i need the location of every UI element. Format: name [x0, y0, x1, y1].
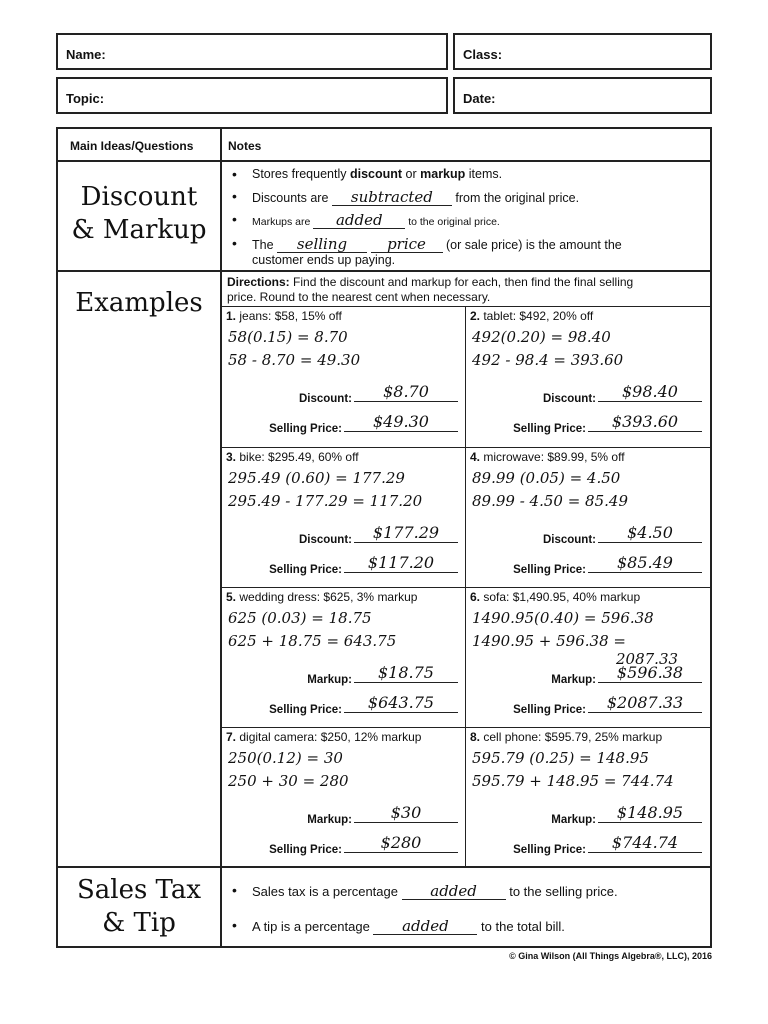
selling-price-label: Selling Price:	[513, 704, 586, 716]
title-line2: & Markup	[71, 215, 207, 245]
name-label: Name:	[66, 47, 106, 62]
work-line: 625 (0.03) = 18.75	[228, 609, 372, 627]
problem-statement: 6. sofa: $1,490.95, 40% markup	[470, 590, 641, 604]
selling-price-field[interactable]: $393.60	[588, 413, 702, 432]
selling-price-field[interactable]: $280	[344, 834, 458, 853]
selling-price-field[interactable]: $744.74	[588, 834, 702, 853]
notes-table	[56, 127, 712, 948]
work-line: 625 + 18.75 = 643.75	[228, 632, 397, 650]
answer-label: Discount:	[298, 393, 352, 405]
selling-price-field[interactable]: $643.75	[344, 694, 458, 713]
problem-cell	[222, 448, 466, 587]
problem-cell	[222, 588, 466, 727]
fill-blank: selling	[277, 236, 367, 253]
title-line1: Discount	[80, 182, 198, 212]
note-bullet: • Discounts are subtracted from the original price.	[222, 189, 702, 206]
selling-price-field[interactable]: $85.49	[588, 554, 702, 573]
fill-blank: price	[371, 236, 443, 253]
topic-box[interactable]	[56, 77, 448, 114]
discount-markup-title	[58, 181, 220, 247]
problem-cell	[466, 728, 710, 867]
problem-cell	[222, 307, 466, 446]
problem-statement: 5. wedding dress: $625, 3% markup	[226, 590, 418, 604]
copyright-text: © Gina Wilson (All Things Algebra®, LLC), 2016	[509, 951, 712, 961]
class-box[interactable]	[453, 33, 712, 70]
work-line: 2087.33	[616, 650, 679, 668]
col-notes-head: Notes	[228, 139, 262, 153]
note-bullet: • The selling price (or sale price) is the amount the customer ends up paying.	[222, 236, 702, 268]
selling-price-label: Selling Price:	[513, 844, 586, 856]
note-bullet: • Markups are added to the original price.	[222, 212, 702, 230]
problem-statement: 4. microwave: $89.99, 5% off	[470, 450, 625, 464]
topic-label: Topic:	[66, 91, 105, 106]
answer-label: Discount:	[298, 534, 352, 546]
work-line: 492 - 98.4 = 393.60	[472, 351, 624, 369]
answer-field[interactable]: $30	[354, 804, 458, 823]
work-line: 250 + 30 = 280	[228, 772, 349, 790]
head-divider	[58, 160, 710, 162]
selling-price-label: Selling Price:	[269, 704, 342, 716]
selling-price-field[interactable]: $49.30	[344, 413, 458, 432]
selling-price-label: Selling Price:	[513, 423, 586, 435]
work-line: 595.79 + 148.95 = 744.74	[472, 772, 674, 790]
note-bullet: • A tip is a percentage added to the total bill.	[222, 918, 702, 935]
fill-blank: added	[402, 883, 506, 900]
work-line: 595.79 (0.25) = 148.95	[472, 749, 649, 767]
answer-label: Discount:	[542, 393, 596, 405]
selling-price-label: Selling Price:	[269, 423, 342, 435]
title-line1: Sales Tax	[76, 875, 202, 905]
note-bullet: • Stores frequently discount or markup items.	[222, 167, 702, 182]
answer-label: Markup:	[307, 674, 352, 686]
selling-price-label: Selling Price:	[269, 564, 342, 576]
work-line: 250(0.12) = 30	[228, 749, 343, 767]
work-line: 492(0.20) = 98.40	[472, 328, 611, 346]
problem-cell	[466, 448, 710, 587]
problem-statement: 7. digital camera: $250, 12% markup	[226, 730, 422, 744]
problem-statement: 2. tablet: $492, 20% off	[470, 309, 594, 323]
discount-notes-list	[222, 167, 702, 272]
answer-field[interactable]: $148.95	[598, 804, 702, 823]
answer-field[interactable]: $98.40	[598, 383, 702, 402]
sales-tax-notes-list	[222, 883, 702, 939]
work-line: 1490.95 + 596.38 =	[472, 632, 626, 650]
sales-tax-title	[58, 874, 220, 940]
fill-blank: subtracted	[332, 189, 452, 206]
fill-blank: added	[313, 212, 405, 229]
work-line: 1490.95(0.40) = 596.38	[472, 609, 654, 627]
class-label: Class:	[463, 47, 503, 62]
selling-price-label: Selling Price:	[269, 844, 342, 856]
examples-title: Examples	[75, 288, 203, 318]
problem-cell	[222, 728, 466, 867]
date-box[interactable]	[453, 77, 712, 114]
work-line: 58 - 8.70 = 49.30	[228, 351, 361, 369]
answer-field[interactable]: $4.50	[598, 524, 702, 543]
note-bullet: • Sales tax is a percentage added to the selling price.	[222, 883, 702, 900]
problem-statement: 3. bike: $295.49, 60% off	[226, 450, 359, 464]
problem-cell	[466, 307, 710, 446]
answer-label: Markup:	[551, 814, 596, 826]
problem-cell	[466, 588, 710, 727]
selling-price-field[interactable]: $117.20	[344, 554, 458, 573]
answer-field[interactable]: $177.29	[354, 524, 458, 543]
answer-label: Discount:	[542, 534, 596, 546]
answer-field[interactable]: $18.75	[354, 664, 458, 683]
directions-text: Directions: Find the discount and markup for each, then find the final selling price. Round to the nearest cent when necessary.	[227, 275, 634, 304]
col-main-ideas-head: Main Ideas/Questions	[70, 139, 194, 153]
selling-price-field[interactable]: $2087.33	[588, 694, 702, 713]
answer-field[interactable]: $8.70	[354, 383, 458, 402]
name-box[interactable]	[56, 33, 448, 70]
work-line: 89.99 - 4.50 = 85.49	[472, 492, 628, 510]
work-line: 295.49 (0.60) = 177.29	[228, 469, 405, 487]
answer-label: Markup:	[307, 814, 352, 826]
work-line: 89.99 (0.05) = 4.50	[472, 469, 621, 487]
title-line2: & Tip	[102, 908, 176, 938]
answer-field[interactable]: $596.38	[598, 664, 702, 683]
work-line: 295.49 - 177.29 = 117.20	[228, 492, 423, 510]
problem-statement: 8. cell phone: $595.79, 25% markup	[470, 730, 663, 744]
date-label: Date:	[463, 91, 496, 106]
answer-label: Markup:	[551, 674, 596, 686]
selling-price-label: Selling Price:	[513, 564, 586, 576]
problem-statement: 1. jeans: $58, 15% off	[226, 309, 342, 323]
fill-blank: added	[373, 918, 477, 935]
work-line: 58(0.15) = 8.70	[228, 328, 348, 346]
